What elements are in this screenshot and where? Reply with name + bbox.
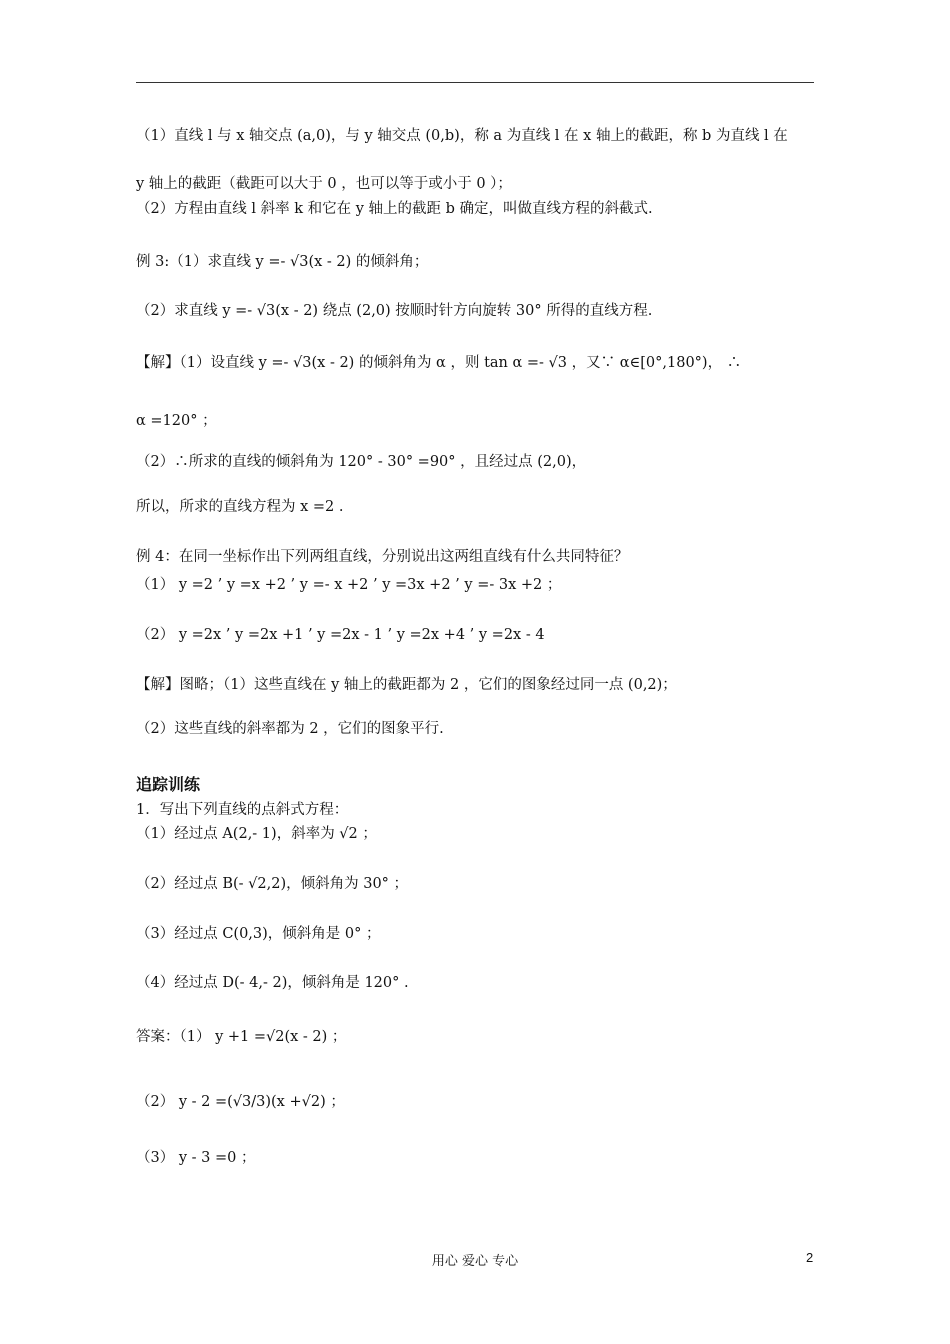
text-line: （2）这些直线的斜率都为 2 ，它们的图象平行. — [136, 721, 444, 737]
answer-line: 答案：（1） y +1 =√2(x - 2) ； — [136, 1029, 347, 1045]
text-line: 所以，所求的直线方程为 x =2 . — [136, 499, 344, 515]
exercise-item: （2）经过点 B(- √2,2)，倾斜角为 30° ； — [136, 876, 409, 892]
exercise-title: 1．写出下列直线的点斜式方程： — [136, 802, 349, 818]
text-line: α =120° ； — [136, 413, 217, 429]
example-3-title: 例 3:（1）求直线 y =- √3(x - 2) 的倾斜角； — [136, 254, 429, 270]
text-line: （1）直线 l 与 x 轴交点 (a,0)，与 y 轴交点 (0,b)，称 a 为直线 l 在 x 轴上的截距，称 b 为直线 l 在 — [136, 128, 788, 144]
section-heading: 追踪训练 — [136, 775, 201, 794]
exercise-item: （3）经过点 C(0,3)，倾斜角是 0° ； — [136, 926, 381, 942]
text-line: （2）方程由直线 l 斜率 k 和它在 y 轴上的截距 b 确定，叫做直线方程的斜截式. — [136, 201, 653, 217]
solution-line: 【解】（1）设直线 y =- √3(x - 2) 的倾斜角为 α ，则 tan α =- √3 ，又∵ α∈[0°,180°)， ∴ — [136, 355, 742, 371]
page-footer: 用心 爱心 专心 — [431, 1254, 519, 1269]
answer-line: （3） y - 3 =0 ； — [136, 1150, 256, 1166]
example-4-title: 例 4：在同一坐标作出下列两组直线，分别说出这两组直线有什么共同特征？ — [136, 549, 629, 565]
text-line: （2）∴所求的直线的倾斜角为 120° - 30° =90° ，且经过点 (2,0)， — [136, 454, 587, 470]
solution-line: 【解】图略；（1）这些直线在 y 轴上的截距都为 2 ，它们的图象经过同一点 (0,2)； — [136, 677, 677, 693]
text-line: （2）求直线 y =- √3(x - 2) 绕点 (2,0) 按顺时针方向旋转 30° 所得的直线方程. — [136, 303, 653, 319]
exercise-item: （1）经过点 A(2,- 1)，斜率为 √2 ； — [136, 826, 377, 842]
header-rule — [136, 82, 814, 83]
exercise-item: （4）经过点 D(- 4,- 2)，倾斜角是 120° . — [136, 975, 409, 991]
text-line: （1） y =2 ’ y =x +2 ’ y =- x +2 ’ y =3x +2 ’ y =- 3x +2 ； — [136, 577, 562, 593]
answer-line: （2） y - 2 =(√3/3)(x +√2) ； — [136, 1094, 345, 1110]
text-line: y 轴上的截距（截距可以大于 0 ，也可以等于或小于 0 ）； — [136, 176, 512, 192]
page-number: 2 — [806, 1250, 814, 1265]
text-line: （2） y =2x ’ y =2x +1 ’ y =2x - 1 ’ y =2x +4 ’ y =2x - 4 — [136, 627, 545, 643]
